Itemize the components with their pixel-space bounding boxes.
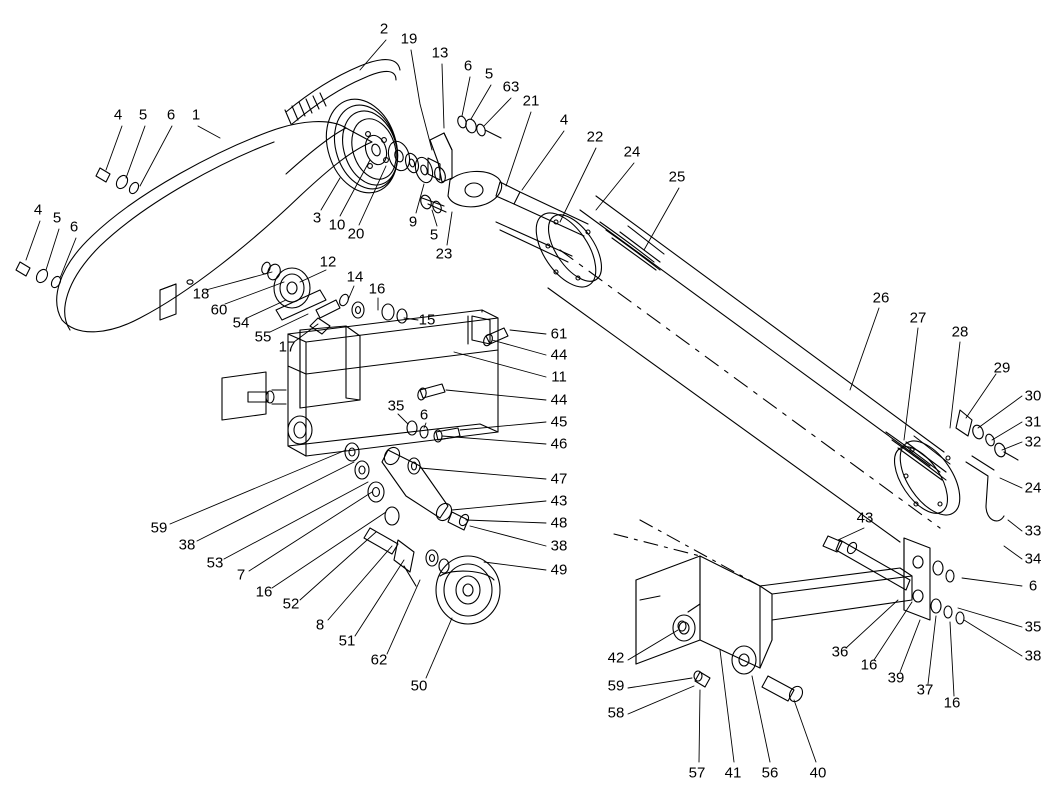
callout-number: 50	[410, 677, 428, 695]
callout-number: 14	[346, 268, 364, 286]
leader-lines	[26, 40, 1022, 762]
callout-number: 44	[550, 391, 568, 409]
callout-number: 55	[254, 328, 272, 346]
pulley-bracket	[430, 133, 452, 182]
callout-number: 8	[315, 616, 325, 634]
auger-tube	[524, 196, 971, 542]
callout-number: 41	[724, 764, 742, 782]
callout-number: 61	[550, 325, 568, 343]
callout-number: 16	[368, 280, 386, 298]
callout-number: 49	[550, 561, 568, 579]
callout-number: 44	[550, 346, 568, 364]
callout-number: 38	[178, 536, 196, 554]
callout-number: 47	[550, 470, 568, 488]
auger-end-hardware	[956, 410, 1018, 521]
callout-number: 51	[338, 632, 356, 650]
pivot-hardware-stack	[345, 443, 449, 586]
callout-number: 43	[856, 509, 874, 527]
callout-number: 57	[688, 764, 706, 782]
callout-number: 16	[860, 656, 878, 674]
callout-number: 46	[550, 435, 568, 453]
callout-number: 26	[872, 289, 890, 307]
callout-number: 6	[69, 218, 79, 236]
callout-number: 62	[370, 651, 388, 669]
callout-number: 59	[607, 677, 625, 695]
callout-number: 17	[278, 338, 296, 356]
callout-number: 4	[33, 201, 43, 219]
callout-number: 24	[623, 143, 641, 161]
left-fastener-stack-upper	[96, 168, 140, 195]
callout-number: 33	[1024, 522, 1042, 540]
left-fastener-stack-lower	[16, 262, 62, 289]
callout-number: 6	[419, 406, 429, 424]
callout-number: 27	[909, 309, 927, 327]
callout-number: 53	[206, 554, 224, 572]
callout-number: 35	[387, 397, 405, 415]
callout-number: 54	[232, 314, 250, 332]
callout-number: 59	[150, 519, 168, 537]
callout-number: 16	[255, 583, 273, 601]
callout-number: 5	[138, 106, 148, 124]
callout-number: 28	[951, 323, 969, 341]
callout-number: 31	[1024, 413, 1042, 431]
callout-number: 24	[1024, 479, 1042, 497]
callout-number: 10	[328, 216, 346, 234]
callout-number: 13	[431, 44, 449, 62]
callout-number: 43	[550, 492, 568, 510]
callout-number: 39	[887, 669, 905, 687]
tension-link	[381, 445, 470, 530]
callout-number: 5	[484, 65, 494, 83]
callout-number: 5	[52, 209, 62, 227]
callout-number: 63	[502, 78, 520, 96]
callout-number: 20	[347, 225, 365, 243]
callout-number: 38	[550, 537, 568, 555]
callout-number: 30	[1024, 387, 1042, 405]
callout-number: 6	[1028, 577, 1038, 595]
callout-number: 4	[559, 111, 569, 129]
callout-number: 37	[916, 681, 934, 699]
idler-wheel	[436, 556, 500, 624]
top-fastener-stack	[456, 115, 501, 138]
callout-number: 5	[429, 226, 439, 244]
callout-number: 7	[236, 566, 246, 584]
callout-number: 1	[191, 106, 201, 124]
callout-number: 18	[192, 285, 210, 303]
callout-number: 23	[435, 245, 453, 263]
callout-number: 56	[761, 764, 779, 782]
callout-number: 19	[400, 30, 418, 48]
lower-right-subassembly	[614, 520, 964, 704]
callout-number: 6	[463, 57, 473, 75]
callout-number: 29	[993, 359, 1011, 377]
callout-number: 48	[550, 514, 568, 532]
drive-pulley	[315, 90, 447, 202]
callout-number: 45	[550, 413, 568, 431]
callout-number: 15	[418, 311, 436, 329]
callout-number: 25	[668, 168, 686, 186]
callout-number: 21	[522, 92, 540, 110]
callout-number: 3	[312, 209, 322, 227]
callout-number: 4	[113, 106, 123, 124]
callout-number: 34	[1024, 550, 1042, 568]
callout-number: 16	[943, 694, 961, 712]
callout-number: 32	[1024, 433, 1042, 451]
callout-number: 9	[408, 213, 418, 231]
callout-number: 52	[282, 595, 300, 613]
callout-number: 36	[831, 643, 849, 661]
callout-number: 12	[319, 253, 337, 271]
callout-number: 40	[809, 764, 827, 782]
callout-number: 2	[379, 20, 389, 38]
callout-number: 6	[166, 106, 176, 124]
callout-number: 22	[586, 128, 604, 146]
callout-number: 35	[1024, 618, 1042, 636]
callout-number: 60	[210, 301, 228, 319]
callout-number: 38	[1024, 647, 1042, 665]
callout-number: 11	[551, 368, 567, 386]
callout-number: 42	[607, 649, 625, 667]
callout-number: 58	[607, 704, 625, 722]
frame-fasteners-mid	[407, 328, 508, 474]
